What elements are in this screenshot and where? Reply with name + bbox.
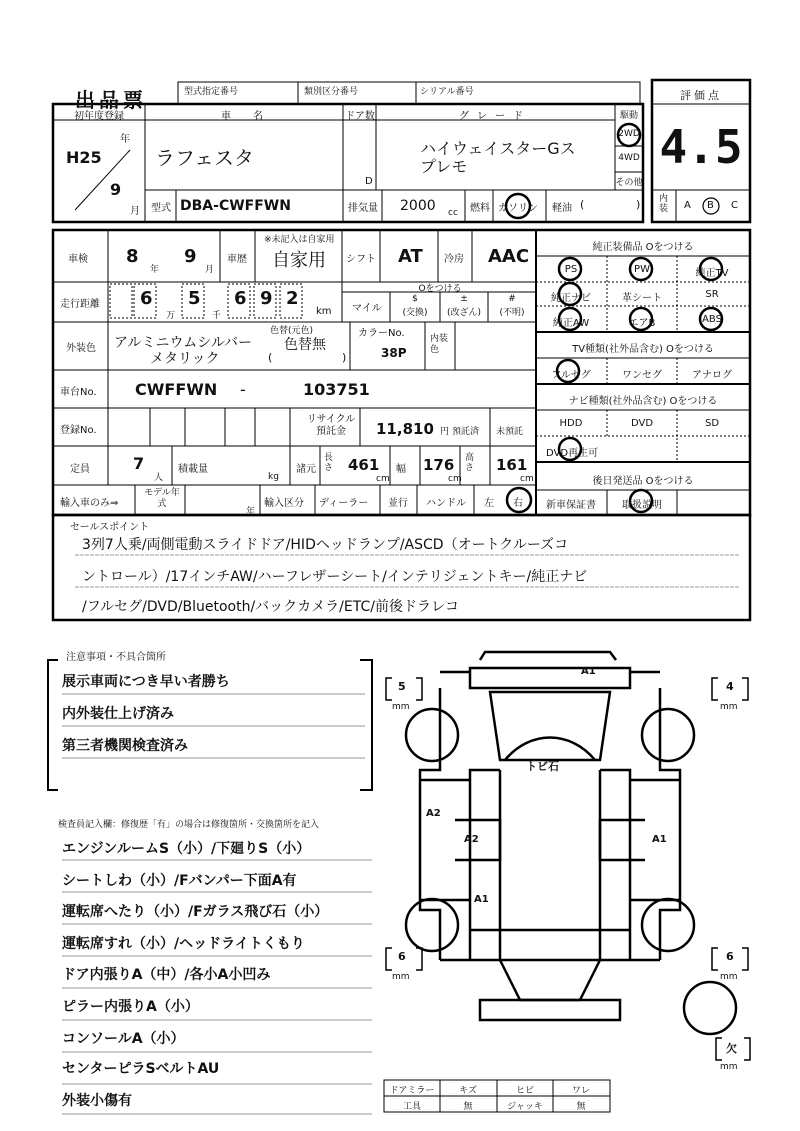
- model-code: DBA-CWFFWN: [180, 198, 291, 214]
- dims-label: 諸元: [296, 464, 316, 475]
- capacity-value: 7: [133, 454, 145, 473]
- equip-leather[interactable]: 革シート: [622, 293, 662, 304]
- inspector-line: コンソールA（小）: [62, 1031, 185, 1047]
- score-value: 4.5: [659, 120, 743, 174]
- height-label: 高さ: [465, 453, 475, 473]
- navi-dvd[interactable]: DVD: [630, 418, 654, 429]
- repaint-label: 色替(元色): [270, 326, 314, 336]
- frame-prefix: CWFFWN: [135, 380, 218, 399]
- height-unit: cm: [520, 474, 534, 484]
- displacement-unit: cc: [448, 208, 458, 218]
- inspector-line: 運転席すれ（小）/ヘッドライトくもり: [62, 936, 305, 952]
- first-reg-month: 9: [110, 180, 122, 199]
- sales-line3: /フルセグ/DVD/Bluetooth/バックカメラ/ETC/前後ドラレコ: [82, 599, 459, 615]
- shaken-month: 9: [184, 246, 197, 267]
- recycle-unit: 円: [440, 427, 450, 437]
- navi-dvd-playback[interactable]: DVD再生可: [546, 448, 599, 459]
- mileage-digit-4: 9: [260, 288, 273, 309]
- import-class-label: 輸入区分: [264, 498, 304, 509]
- height-value: 161: [496, 456, 528, 474]
- length-unit: cm: [376, 474, 390, 484]
- shift-value: AT: [398, 246, 423, 267]
- tire-depth-rr: 6: [726, 950, 734, 963]
- recycle-deposited[interactable]: 預託済: [452, 427, 480, 437]
- tire-depth-lr: 6: [398, 950, 406, 963]
- mileage-unknown[interactable]: (不明): [499, 308, 525, 318]
- tire-mm-lf: mm: [392, 702, 410, 712]
- year-unit: 年: [120, 134, 130, 145]
- score-label: 評価点: [680, 89, 722, 102]
- note-line: 展示車両につき早い者勝ち: [62, 674, 230, 690]
- interior-a: A: [684, 200, 691, 211]
- equip-abs[interactable]: ABS: [702, 314, 722, 325]
- inspector-line: センターピラSベルトAU: [62, 1061, 220, 1077]
- recycle-label: リサイクル預託金: [306, 414, 356, 437]
- registration-label: 登録No.: [60, 425, 97, 436]
- frame-dash: -: [240, 380, 246, 399]
- inspector-line: ピラー内張りA（小）: [62, 999, 199, 1015]
- doors-label: ドア数: [345, 111, 375, 122]
- damage-mark-left: A2: [426, 808, 441, 819]
- mileage-exchange[interactable]: (交換): [402, 308, 428, 318]
- equip-tv[interactable]: 純正TV: [695, 268, 729, 279]
- tv-oneseg[interactable]: ワンセグ: [622, 370, 662, 381]
- drive-label: 駆動: [619, 111, 639, 121]
- legend-value: 工具: [402, 1102, 422, 1112]
- sales-label: セールスポイント: [70, 522, 150, 533]
- interior-c: C: [731, 200, 738, 211]
- handle-right[interactable]: 右: [513, 498, 523, 509]
- legend-value: 無: [463, 1102, 473, 1112]
- tire-mm-lr: mm: [392, 972, 410, 982]
- displacement-label: 排気量: [348, 203, 378, 214]
- color-line2: メタリック: [150, 351, 220, 367]
- interior-color-label: 内装色: [430, 334, 449, 355]
- tv-fullseg[interactable]: フルセグ: [551, 370, 591, 381]
- recycle-not-deposited[interactable]: 未預託: [496, 427, 524, 437]
- equip-airbag[interactable]: エアB: [628, 318, 656, 329]
- grade-line2: プレモ: [420, 157, 468, 176]
- car-diagram: [406, 652, 736, 1034]
- docs-manual[interactable]: 取扱説明: [622, 500, 662, 511]
- width-label: 幅: [396, 464, 406, 475]
- inspector-line: 運転席へたり（小）/Fガラス飛び石（小）: [62, 904, 329, 920]
- equip-pw[interactable]: PW: [634, 264, 650, 275]
- repaint-paren-open: (: [268, 351, 273, 364]
- equipment-title: 純正装備品 Oをつける: [592, 242, 694, 253]
- car-name: ラフェスタ: [155, 146, 254, 170]
- mileage-digit-3: 6: [234, 288, 247, 309]
- damage-mark-right-door: A1: [652, 834, 667, 845]
- doors-unit: D: [365, 176, 373, 187]
- ac-value: AAC: [488, 246, 530, 267]
- mileage-digit-5: 2: [286, 288, 299, 309]
- navi-title: ナビ種類(社外品含む) Oをつける: [568, 396, 718, 407]
- mileage-mark-note: Oをつける: [418, 284, 462, 294]
- inspector-line: シートしわ（小）/Fバンパー下面A有: [62, 873, 297, 889]
- displacement-value: 2000: [400, 198, 436, 214]
- first-reg-label: 初年度登録: [74, 111, 124, 122]
- mileage-digit-1: 6: [140, 288, 153, 309]
- legend-header: ドアミラー: [389, 1086, 435, 1096]
- inspector-line: エンジンルームS（小）/下廻りS（小）: [62, 841, 311, 857]
- tire-depth-lf: 5: [398, 680, 406, 693]
- grade-line1: ハイウェイスターGス: [420, 139, 576, 158]
- serial-number-label: シリアル番号: [420, 87, 474, 97]
- fuel-paren-open: (: [580, 198, 585, 211]
- capacity-unit: 人: [154, 473, 164, 483]
- shaken-label: 車検: [68, 254, 88, 265]
- inspector-line: ドア内張りA（中）/各小A小凹み: [62, 967, 271, 983]
- load-label: 積載量: [178, 464, 208, 475]
- shift-label: シフト: [346, 254, 376, 265]
- equip-sr[interactable]: SR: [705, 289, 719, 300]
- legend-value: ジャッキ: [507, 1102, 543, 1112]
- repaint-paren-close: ): [342, 351, 347, 364]
- fuel-diesel: 軽油: [552, 203, 572, 214]
- fuel-label: 燃料: [470, 203, 490, 214]
- equip-aw[interactable]: 純正AW: [552, 318, 590, 329]
- import-dealer[interactable]: ディーラー: [319, 498, 369, 509]
- sales-line2: ントロール）/17インチAW/ハーフレザーシート/インテリジェントキー/純正ナビ: [82, 569, 588, 585]
- width-unit: cm: [448, 474, 462, 484]
- mileage-mile[interactable]: マイル: [352, 303, 382, 314]
- length-value: 461: [348, 456, 380, 474]
- color-label: 外装色: [66, 343, 96, 354]
- mileage-digit-2: 5: [188, 288, 201, 309]
- import-parallel[interactable]: 並行: [388, 498, 408, 509]
- fuel-paren-close: ): [636, 198, 641, 211]
- car-name-label: 車 名: [221, 111, 269, 122]
- mileage-sen-unit: 千: [212, 311, 222, 321]
- equip-ps[interactable]: PS: [564, 264, 578, 275]
- notes-label: 注意事項・不具合箇所: [66, 652, 166, 663]
- import-year-unit: 年: [246, 507, 256, 517]
- mileage-km-unit: km: [316, 306, 332, 317]
- color-no-label: カラーNo.: [358, 328, 405, 339]
- damage-mark-left-door: A2: [464, 834, 479, 845]
- legend-value: 無: [576, 1102, 586, 1112]
- mileage-label: 走行距離: [60, 299, 100, 310]
- note-line: 内外装仕上げ済み: [62, 706, 174, 722]
- sales-line1: 3列7人乗/両側電動スライドドア/HIDヘッドランプ/ASCD（オートクルーズコ: [82, 537, 569, 553]
- tire-depth-rf: 4: [726, 680, 734, 693]
- shaken-year: 8: [126, 246, 139, 267]
- first-reg-era: H25: [66, 148, 102, 167]
- type-cert-label: 型式指定番号: [184, 87, 239, 97]
- color-line1: アルミニウムシルバー: [114, 335, 252, 351]
- load-unit: kg: [268, 472, 279, 482]
- inspector-line: 外装小傷有: [62, 1093, 132, 1109]
- tv-analog[interactable]: アナログ: [692, 370, 732, 381]
- navi-hdd[interactable]: HDD: [559, 418, 583, 429]
- mileage-unknown-symbol: #: [508, 294, 516, 304]
- legend-header: ワレ: [571, 1086, 591, 1096]
- frame-number: 103751: [303, 380, 370, 399]
- recycle-value: 11,810: [376, 420, 434, 438]
- docs-warranty[interactable]: 新車保証書: [546, 500, 596, 511]
- mileage-exchange-symbol: $: [412, 294, 418, 304]
- model-year-label: モデル年式: [144, 488, 180, 509]
- color-no: 38P: [381, 346, 407, 360]
- import-label: 輸入車のみ⇒: [60, 498, 119, 509]
- mileage-altered-symbol: ±: [460, 294, 468, 304]
- damage-mark-roof: A1: [581, 666, 596, 677]
- legend-header: キズ: [459, 1086, 477, 1096]
- docs-title: 後日発送品 Oをつける: [592, 476, 694, 487]
- month-unit: 月: [130, 206, 140, 217]
- shaken-year-unit: 年: [150, 265, 160, 275]
- legend-header: ヒビ: [515, 1086, 535, 1096]
- damage-mark-windshield: トビ石: [526, 760, 559, 773]
- grade-label: グレード: [459, 111, 531, 122]
- tv-title: TV種類(社外品含む) Oをつける: [572, 344, 714, 355]
- history-label: 車歴: [227, 254, 247, 265]
- mileage-man-unit: 万: [166, 311, 176, 321]
- repaint-value: 色替無: [284, 337, 326, 353]
- history-value: 自家用: [272, 250, 326, 271]
- handle-label: ハンドル: [426, 498, 466, 509]
- capacity-label: 定員: [70, 464, 90, 475]
- equip-navi[interactable]: 純正ナビ: [551, 293, 591, 304]
- frame-label: 車台No.: [60, 387, 97, 398]
- tire-mm-rr: mm: [720, 972, 738, 982]
- inspector-label: 検査員記入欄：修復歴「有」の場合は修復箇所・交換箇所を記入: [58, 820, 320, 830]
- drive-2wd: 2WD: [618, 129, 640, 139]
- history-note: ※未記入は自家用: [264, 235, 335, 245]
- damage-mark-front-left: A1: [474, 894, 489, 905]
- tire-mm-spare: mm: [720, 1062, 738, 1072]
- fuel-gasoline: ガソリン: [498, 203, 538, 214]
- handle-left[interactable]: 左: [484, 498, 494, 509]
- tire-mm-rf: mm: [720, 702, 738, 712]
- model-label: 型式: [151, 203, 171, 214]
- drive-other: その他: [615, 178, 643, 188]
- mileage-altered[interactable]: (改ざん): [446, 308, 482, 318]
- class-number-label: 類別区分番号: [304, 87, 359, 97]
- shaken-month-unit: 月: [205, 265, 215, 275]
- interior-label: 内装: [659, 194, 669, 214]
- ac-label: 冷房: [444, 254, 464, 265]
- note-line: 第三者機関検査済み: [62, 738, 188, 754]
- length-label: 長さ: [324, 453, 334, 473]
- drive-4wd: 4WD: [618, 153, 640, 163]
- width-value: 176: [423, 456, 455, 474]
- navi-sd[interactable]: SD: [704, 418, 720, 429]
- form-title: 出品票: [75, 88, 147, 112]
- tire-depth-spare: 欠: [726, 1042, 737, 1055]
- interior-b: B: [707, 200, 714, 211]
